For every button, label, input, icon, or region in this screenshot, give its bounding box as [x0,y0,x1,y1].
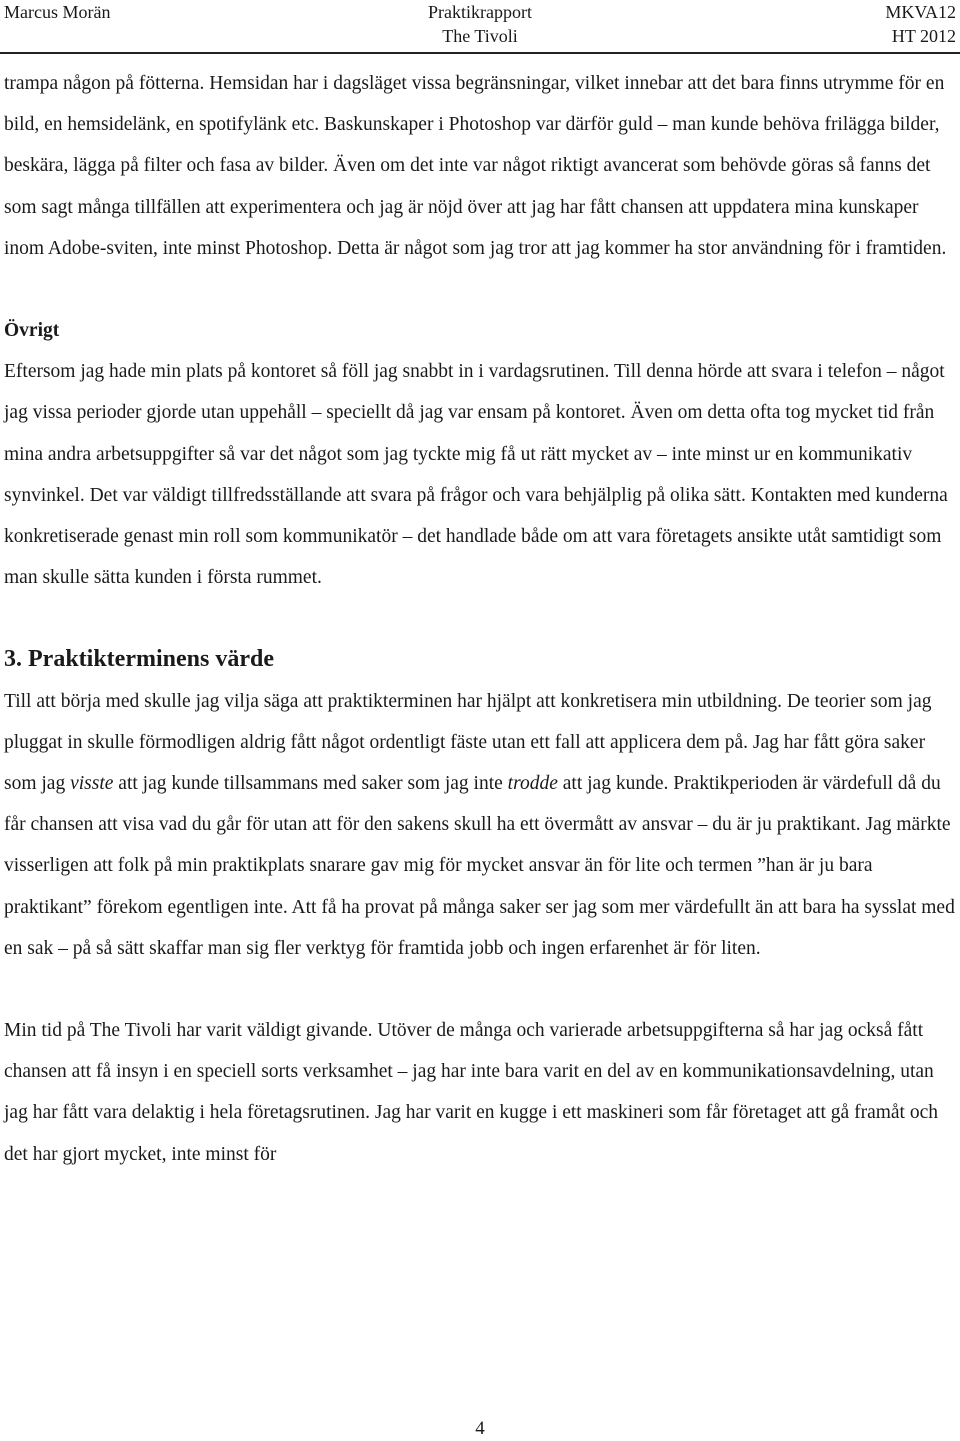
emphasis-text: trodde [507,773,558,795]
emphasis-text: visste [70,773,114,795]
header-company: The Tivoli [442,26,518,46]
spacer [4,269,956,310]
header-report-type: Praktikrapport [428,2,532,22]
header-term: HT 2012 [891,26,956,46]
section-heading-ovrigt: Övrigt [4,320,60,342]
header-center [0,0,960,48]
page-header [0,0,960,52]
value-paragraph-1 [4,681,956,969]
header-author: Marcus Morän [4,2,111,22]
page-number: 4 [475,1418,485,1439]
page-body [4,63,956,1175]
value-paragraph-2: Min tid på The Tivoli har varit väldigt givande. Utöver de många och varierade arbetsuppgifterna så har jag också fått chansen att få insyn i en speciell sorts verksamhet – jag har inte bara varit en del av en kommunikationsavdelning, utan jag har fått vara delaktig i hela företagsrutinen. Jag har varit en kugge i ett maskineri som får företaget att gå framåt och det har gjort mycket, inte minst för [4,1020,938,1165]
ovrigt-paragraph: Eftersom jag hade min plats på kontoret så föll jag snabbt in i vardagsrutinen. Till denna hörde att svara i telefon – något jag vissa perioder gjorde utan uppehåll – speciellt då jag var ensam på kontoret. Även om detta ofta tog mycket tid från mina andra arbetsuppgifter så var det något som jag tyckte mig få ut rätt mycket av – inte minst ur en kommunikativ synvinkel. Det var väldigt tillfredsställande att svara på frågor och vara behjälplig på olika sätt. Kontakten med kunderna konkretiserade genast min roll som kommunikatör – det handlade både om att vara företagets ansikte utåt samtidigt som man skulle sätta kunden i första rummet. [4,361,948,589]
section-heading-3: 3. Praktikterminens värde [4,646,274,673]
header-divider [0,52,960,54]
spacer [4,598,956,639]
text-run: att jag kunde. Praktikperioden är värdefull då du får chansen att visa vad du går för utan att för den sakens skull ha ett övermått av ansvar – du är ju praktikant. Jag märkte visserligen att folk på min praktikplats snarare gav mig för mycket ansvar än för lite och termen ”han är ju bara praktikant” förekom egentligen inte. Att få ha provat på många saker ser jag som mer värdefullt än att bara ha sysslat med en sak – på så sätt skaffar man sig fler verktyg för framtida jobb och ingen erfarenhet är för liten. [4,773,955,959]
text-run: att jag kunde tillsammans med saker som jag inte [113,773,508,795]
intro-paragraph: trampa någon på fötterna. Hemsidan har i dagsläget vissa begränsningar, vilket innebar att det bara finns utrymme för en bild, en hemsidelänk, en spotifylänk etc. Baskunskaper i Photoshop var därför guld – man kunde behöva frilägga bilder, beskära, lägga på filter och fasa av bilder. Även om det inte var något riktigt avancerat som behövde göras så fanns det som sagt många tillfällen att experimentera och jag är nöjd över att jag har fått chansen att uppdatera mina kunskaper inom Adobe-sviten, inte minst Photoshop. Detta är något som jag tror att jag kommer ha stor användning för i framtiden. [4,73,947,259]
header-right [885,0,956,48]
spacer [4,969,956,1010]
header-course-code: MKVA12 [885,2,956,22]
text-run: Till att börja med skulle jag vilja säga att praktikterminen har hjälpt att konkretisera min utbildning. De teorier som jag pluggat in skulle förmodligen aldrig fått något ordentligt fäste utan ett fall att applicera dem på. Jag har fått göra saker som jag [4,690,932,795]
